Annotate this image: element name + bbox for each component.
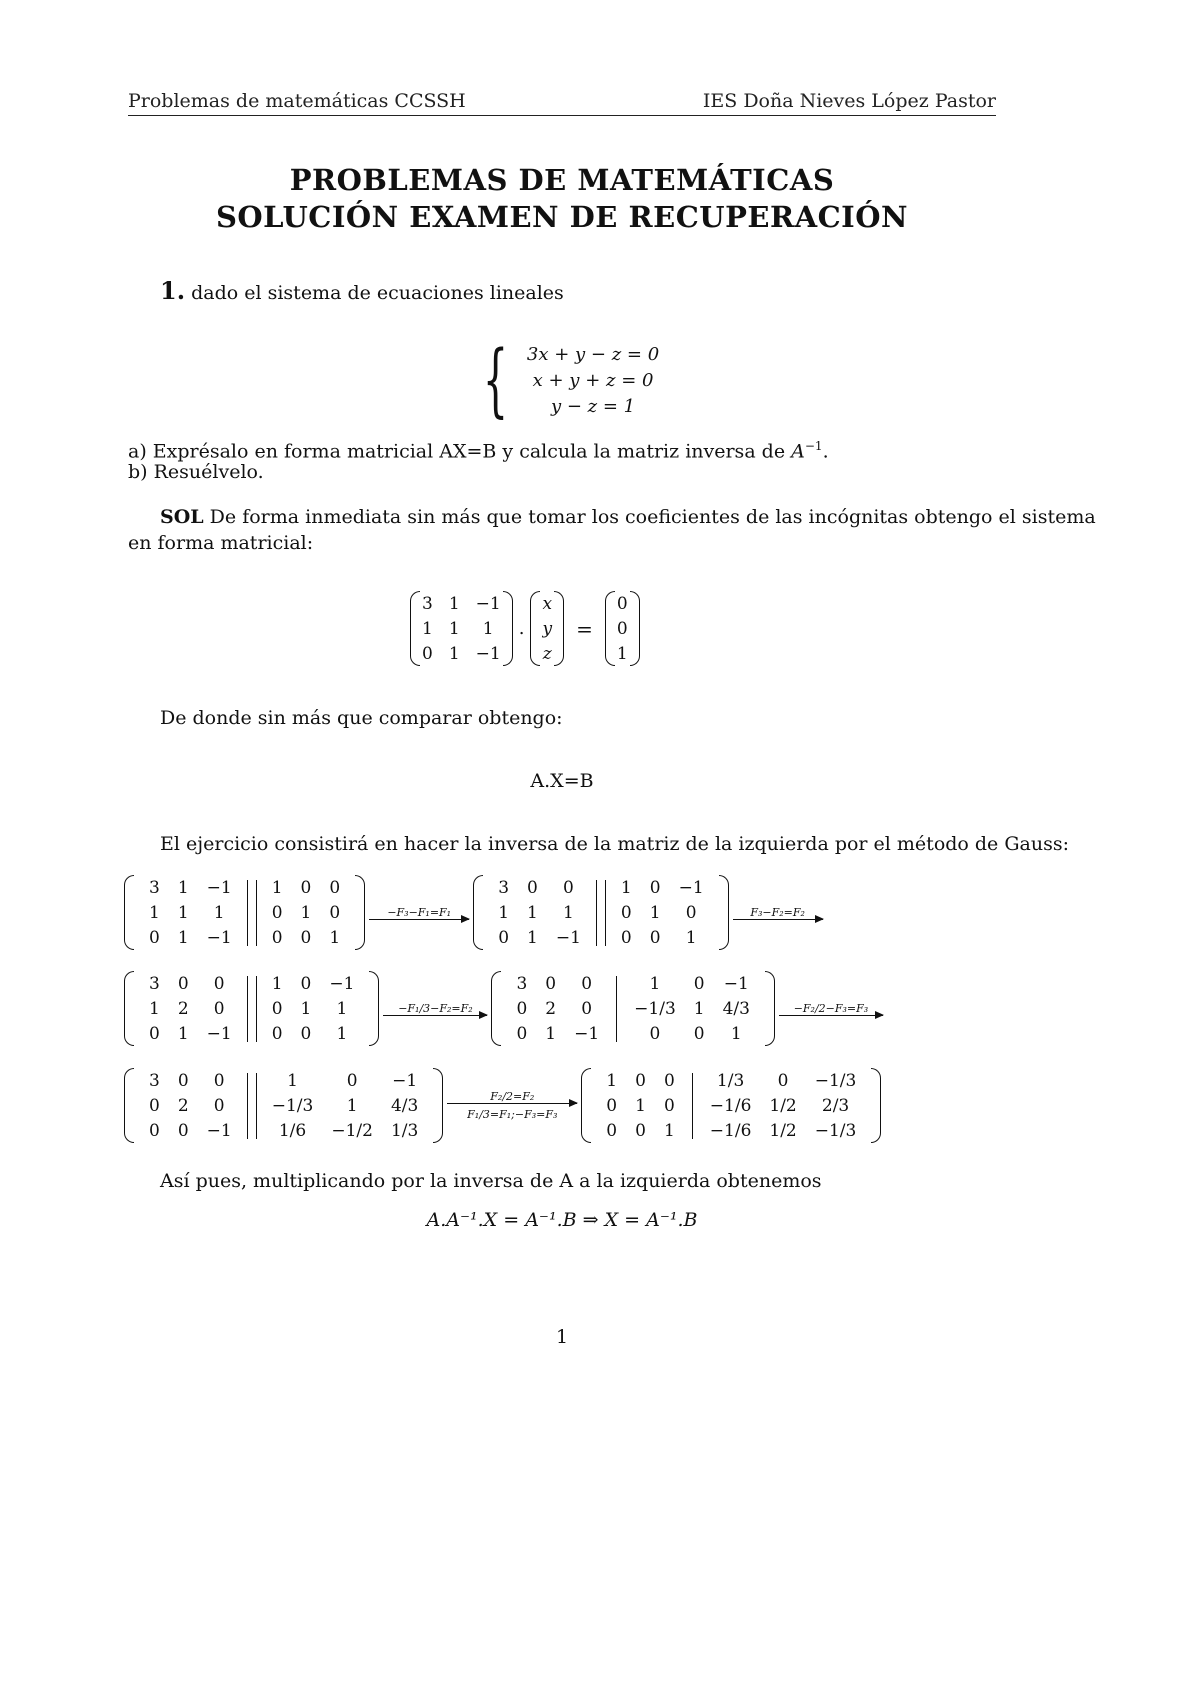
matrix-entry: −1 (475, 593, 501, 614)
step1-left (140, 875, 241, 950)
matrix-entry: 0 (271, 902, 283, 923)
arrow-op-2-label: F₃−F₂=F₂ (750, 905, 805, 919)
matrix-entry: 1 (649, 973, 661, 994)
augmented-matrix-3 (128, 971, 375, 1046)
gauss-row-1 (128, 875, 831, 950)
axb-equation: A.X=B (530, 770, 594, 792)
step5-right (263, 1068, 428, 1143)
step6-left (597, 1068, 683, 1143)
arrow-op-2 (733, 906, 823, 920)
matrix-entry: 0 (149, 1023, 160, 1044)
step3-right (263, 971, 364, 1046)
matrix-entry: 0 (777, 1070, 789, 1091)
matrix-entry: −1/3 (634, 998, 676, 1019)
matrix-entry: 1 (685, 927, 697, 948)
matrix-entry: 0 (581, 998, 593, 1019)
matrix-entry: 0 (300, 877, 312, 898)
matrix-entry: 0 (516, 1023, 528, 1044)
matrix-entry: −1/2 (331, 1120, 373, 1141)
matrix-entry: −1 (392, 1070, 418, 1091)
part-b: b) Resuélvelo. (128, 461, 264, 483)
matrix-entry: 0 (177, 973, 189, 994)
matrix-entry: 3 (498, 877, 510, 898)
augmented-matrix-4 (495, 971, 771, 1046)
matrix-entry: 2 (545, 998, 557, 1019)
title-line-1: PROBLEMAS DE MATEMÁTICAS (289, 163, 835, 197)
matrix-entry: 0 (271, 927, 283, 948)
matrix-entry: 0 (606, 1120, 618, 1141)
matrix-entry: 1 (329, 927, 341, 948)
matrix-entry: 1 (213, 902, 225, 923)
matrix-entry: −1 (555, 927, 581, 948)
matrix-entry: 1 (177, 927, 189, 948)
matrix-entry: 0 (606, 1095, 618, 1116)
step1-right (263, 875, 349, 950)
matrix-entry: 1 (336, 998, 348, 1019)
matrix-entry: 0 (663, 1070, 675, 1091)
matrix-entry: 0 (177, 1070, 189, 1091)
step5-left (140, 1068, 241, 1143)
part-a-text: a) Exprésalo en forma matricial AX=B y calcula la matriz inversa de (128, 440, 792, 463)
matrix-entry: 0 (149, 927, 160, 948)
augmented-matrix-6 (585, 1068, 877, 1143)
matrix-entry: 0 (685, 902, 697, 923)
matrix-entry: −1 (206, 1120, 232, 1141)
matrix-entry: 0 (635, 1120, 646, 1141)
step4-left (507, 971, 608, 1046)
arrow-op-1-label: −F₃−F₁=F₁ (387, 905, 452, 919)
matrix-entry: −1 (678, 877, 704, 898)
matrix-entry: 1 (527, 902, 538, 923)
matrix-equation (414, 591, 636, 666)
matrix-entry: 0 (300, 927, 312, 948)
matrix-entry: 2 (177, 998, 189, 1019)
part-a-suffix: . (822, 440, 829, 463)
matrix-entry: 2/3 (821, 1095, 850, 1116)
solution-intro-2: en forma matricial: (128, 532, 314, 554)
matrix-entry: 0 (177, 1120, 189, 1141)
compare-text: De donde sin más que comparar obtengo: (160, 707, 563, 729)
matrix-entry: 1 (271, 877, 283, 898)
arrow-op-4-label: −F₂/2−F₃=F₃ (793, 1001, 869, 1015)
matrix-entry: 0 (527, 877, 538, 898)
matrix-a (414, 591, 509, 666)
matrix-entry: 1 (527, 927, 538, 948)
solution-intro (160, 504, 1096, 530)
running-header-left: Problemas de matemáticas CCSSH (128, 90, 466, 112)
matrix-entry: 0 (649, 1023, 661, 1044)
equation-2: x + y + z = 0 (532, 369, 654, 391)
matrix-entry: 1 (336, 1023, 348, 1044)
augmented-matrix-1 (128, 875, 361, 950)
page-number: 1 (555, 1326, 569, 1348)
problem-intro-text: dado el sistema de ecuaciones lineales (191, 282, 564, 304)
matrix-entry: 0 (149, 1095, 160, 1116)
matrix-entry: 0 (329, 877, 341, 898)
arrow-op-3 (383, 1002, 487, 1016)
matrix-entry: 0 (581, 973, 593, 994)
sol-text: De forma inmediata sin más que tomar los coeficientes de las incógnitas obtengo el sistema (203, 506, 1096, 528)
matrix-entry: −1/6 (709, 1095, 752, 1116)
gauss-row-2 (128, 971, 891, 1046)
matrix-entry: 0 (213, 1070, 225, 1091)
matrix-entry: 0 (498, 927, 510, 948)
matrix-entry: 0 (516, 998, 528, 1019)
matrix-entry: −1 (475, 643, 501, 664)
problem-intro (160, 278, 564, 306)
matrix-entry: 1 (545, 1023, 557, 1044)
header-rule (128, 115, 996, 116)
matrix-entry: z (542, 643, 552, 664)
matrix-entry: 0 (545, 973, 557, 994)
final-text: Así pues, multiplicando por la inversa de A a la izquierda obtenemos (160, 1170, 822, 1192)
sol-label: SOL (160, 506, 204, 528)
matrix-entry: 0 (663, 1095, 675, 1116)
gauss-text: El ejercicio consistirá en hacer la inversa de la matriz de la izquierda por el método de Gauss: (160, 833, 1069, 855)
matrix-entry: 0 (213, 973, 225, 994)
matrix-entry: 0 (693, 1023, 705, 1044)
matrix-entry: 0 (213, 1095, 225, 1116)
matrix-entry: 4/3 (722, 998, 750, 1019)
matrix-entry: 0 (620, 902, 632, 923)
matrix-entry: 1 (730, 1023, 742, 1044)
matrix-entry: 1 (482, 618, 494, 639)
matrix-entry: 1/3 (716, 1070, 745, 1091)
separator (247, 1073, 257, 1139)
matrix-entry: 1 (177, 877, 189, 898)
matrix-entry: −1 (206, 927, 232, 948)
matrix-entry: 0 (649, 877, 661, 898)
matrix-entry: 1/2 (769, 1120, 797, 1141)
matrix-entry: 1 (300, 902, 312, 923)
gauss-row-3 (128, 1068, 877, 1143)
equation-3: y − z = 1 (550, 395, 636, 417)
matrix-entry: 1 (562, 902, 574, 923)
matrix-entry: 0 (271, 998, 283, 1019)
title-line-2: SOLUCIÓN EXAMEN DE RECUPERACIÓN (215, 200, 909, 234)
matrix-entry: 1 (693, 998, 705, 1019)
matrix-entry: 1 (149, 998, 160, 1019)
matrix-entry: 1 (287, 1070, 298, 1091)
matrix-entry: 0 (346, 1070, 358, 1091)
matrix-entry: 0 (562, 877, 574, 898)
matrix-entry: 1 (620, 877, 632, 898)
system-equations (521, 340, 665, 420)
part-a-math: A (791, 440, 805, 463)
separator (616, 976, 617, 1042)
running-header-right: IES Doña Nieves López Pastor (702, 90, 996, 112)
arrow-op-5 (447, 1090, 577, 1121)
matrix-entry: 1 (271, 973, 283, 994)
matrix-entry: −1 (329, 973, 355, 994)
separator (692, 1073, 693, 1139)
matrix-entry: 0 (422, 643, 433, 664)
matrix-entry: 0 (300, 1023, 312, 1044)
equation-system (470, 333, 665, 426)
step6-right (701, 1068, 866, 1143)
problem-number: 1. (160, 276, 186, 305)
matrix-entry: 1 (448, 593, 460, 614)
matrix-entry: 1 (177, 902, 189, 923)
matrix-entry: 1 (616, 643, 628, 664)
augmented-matrix-2 (477, 875, 724, 950)
step3-left (140, 971, 241, 1046)
matrix-entry: 1/2 (769, 1095, 797, 1116)
matrix-entry: x (542, 593, 553, 614)
left-brace: { (482, 333, 509, 426)
matrix-entry: 0 (149, 1120, 160, 1141)
matrix-entry: 1 (346, 1095, 358, 1116)
equation-1: 3x + y − z = 0 (526, 343, 660, 365)
arrow-op-3-label: −F₁/3−F₂=F₂ (398, 1001, 473, 1015)
arrow-op-5-bottom: F₁/3=F₁;−F₃=F₃ (467, 1108, 558, 1121)
arrow-op-4 (779, 1002, 883, 1016)
matrix-entry: 1 (448, 618, 460, 639)
matrix-entry: 0 (693, 973, 705, 994)
matrix-entry: 3 (149, 1070, 160, 1091)
matrix-entry: y (542, 618, 553, 639)
matrix-a-table (414, 591, 509, 666)
separator (247, 880, 257, 946)
matrix-entry: −1 (723, 973, 749, 994)
matrix-entry: 0 (213, 998, 225, 1019)
step4-right (625, 971, 759, 1046)
vector-x (534, 591, 560, 666)
matrix-entry: −1/3 (814, 1120, 857, 1141)
matrix-entry: 0 (635, 1070, 646, 1091)
augmented-matrix-5 (128, 1068, 439, 1143)
matrix-entry: 1 (606, 1070, 618, 1091)
matrix-entry: 1 (649, 902, 661, 923)
matrix-entry: 0 (300, 973, 312, 994)
matrix-entry: −1 (206, 1023, 232, 1044)
matrix-entry: 3 (422, 593, 433, 614)
final-equation: A.A⁻¹.X = A⁻¹.B ⇒ X = A⁻¹.B (426, 1209, 698, 1231)
step2-left (489, 875, 590, 950)
matrix-entry: 1 (448, 643, 460, 664)
matrix-entry: 0 (271, 1023, 283, 1044)
matrix-entry: 3 (516, 973, 528, 994)
matrix-entry: 1/3 (390, 1120, 419, 1141)
matrix-entry: 3 (149, 877, 160, 898)
matrix-entry: 1/6 (278, 1120, 307, 1141)
matrix-entry: −1 (206, 877, 232, 898)
matrix-entry: 0 (329, 902, 341, 923)
arrow-op-1 (369, 906, 469, 920)
matrix-entry: 1 (498, 902, 510, 923)
matrix-entry: 1 (635, 1095, 646, 1116)
separator (247, 976, 257, 1042)
matrix-entry: 0 (649, 927, 661, 948)
separator (596, 880, 606, 946)
equals-sign: = (576, 616, 593, 641)
matrix-entry: 0 (620, 927, 632, 948)
dot-operator: . (518, 618, 525, 639)
matrix-entry: 4/3 (390, 1095, 419, 1116)
matrix-entry: 1 (177, 1023, 189, 1044)
matrix-entry: 1 (422, 618, 433, 639)
arrow-op-5-top: F₂/2=F₂ (490, 1090, 535, 1103)
matrix-entry: 1 (663, 1120, 675, 1141)
matrix-entry: −1/3 (271, 1095, 314, 1116)
vector-b (609, 591, 636, 666)
part-a-sup: −1 (804, 439, 823, 453)
matrix-entry: −1 (574, 1023, 600, 1044)
matrix-entry: 2 (177, 1095, 189, 1116)
matrix-entry: 0 (616, 618, 628, 639)
matrix-entry: 3 (149, 973, 160, 994)
matrix-entry: −1/6 (709, 1120, 752, 1141)
matrix-entry: 1 (300, 998, 312, 1019)
matrix-entry: 1 (149, 902, 160, 923)
matrix-entry: 0 (616, 593, 628, 614)
matrix-entry: −1/3 (814, 1070, 857, 1091)
step2-right (612, 875, 713, 950)
